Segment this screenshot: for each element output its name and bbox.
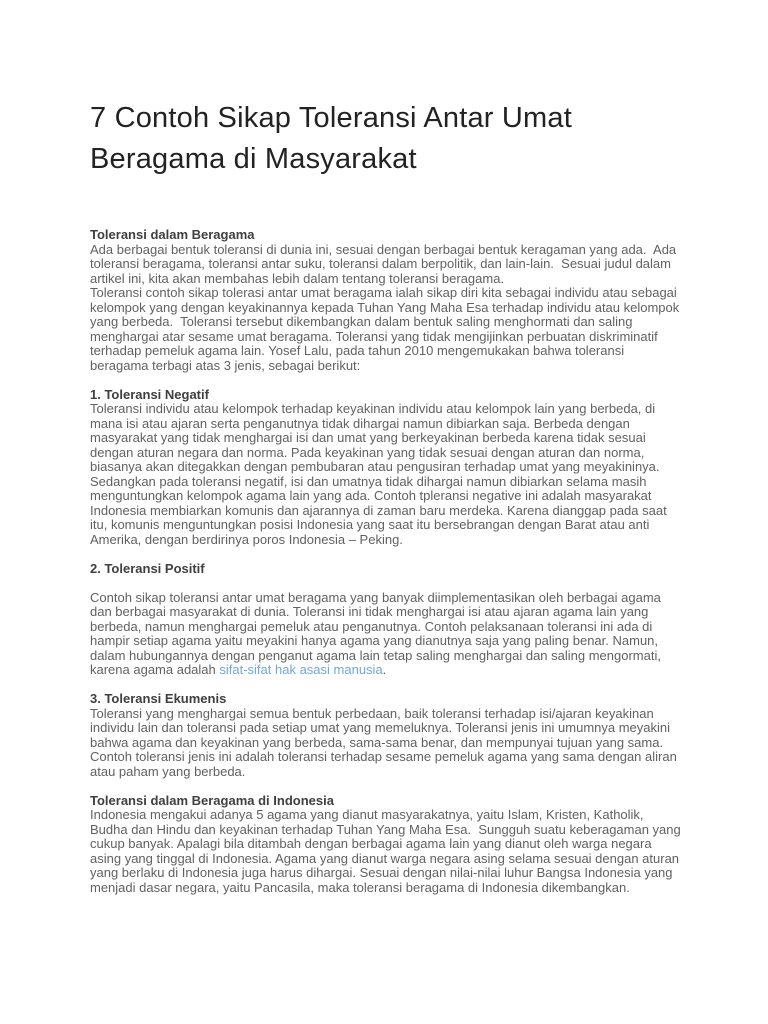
section-toleransi-dalam-beragama (90, 228, 684, 373)
paragraph-text-before-link: Contoh sikap toleransi antar umat beragama yang banyak diimplementasikan oleh berbagai agama dan berbagai masyarakat di dunia. Toleransi ini tidak menghargai isi atau ajaran agama lain yang berbeda, namun menghargai pemeluk atau penganutnya. Contoh pelaksanaan toleransi ini ada di hampir setiap agama yaitu meyakini hanya agama yang dianutnya saja yang paling benar. Namun, dalam hubungannya dengan penganut agama lain tetap saling menghargai dan saling mengormati, karena agama adalah (90, 589, 665, 677)
section-heading: 3. Toleransi Ekumenis (90, 691, 227, 706)
document-title (90, 98, 684, 180)
paragraph: Ada berbagai bentuk toleransi di dunia ini, sesuai dengan berbagai bentuk keragaman yang ada. Ada toleransi beragama, toleransi antar suku, toleransi dalam berpolitik, dan lain-lain. Sesuai judul dalam artikel ini, kita akan membahas lebih dalam tentang toleransi beragama. (90, 241, 680, 286)
section-toleransi-negatif (90, 388, 684, 548)
section-heading: 1. Toleransi Negatif (90, 386, 209, 402)
document-page (90, 98, 684, 895)
section-heading: Toleransi dalam Beragama di Indonesia (90, 792, 334, 808)
section-heading: Toleransi dalam Beragama (90, 227, 255, 242)
paragraph: Toleransi yang menghargai semua bentuk perbedaan, baik toleransi terhadap isi/ajaran keyakinan individu lain dan toleransi pada setiap umat yang memeluknya. Toleransi jenis ini umumnya meyakini bahwa agama dan keyakinan yang berbeda, sama-sama benar, dan mempunyai tujuan yang sama. Contoh toleransi jenis ini adalah toleransi terhadap sesame pemeluk agama yang sama dengan aliran atau paham yang berbeda. (90, 705, 681, 779)
hak-asasi-manusia-link[interactable]: sifat-sifat hak asasi manusia (219, 662, 383, 677)
section-toleransi-dalam-beragama-di-indonesia (90, 794, 684, 896)
paragraph-text-after-link: . (382, 662, 387, 677)
section-heading: 2. Toleransi Positif (90, 560, 205, 576)
paragraph: Toleransi contoh sikap tolerasi antar umat beragama ialah sikap diri kita sebagai individu atau sebagai kelompok yang dengan keyakinannya kepada Tuhan Yang Maha Esa terhadap individu atau kelompok yang berbeda. Toleransi tersebut dikembangkan dalam bentuk saling menghormati dan saling menghargai atar sesame umat beragama. Toleransi yang tidak mengijinkan perbuatan diskriminatif terhadap pemeluk agama lain. Yosef Lalu, pada tahun 2010 mengemukakan bahwa toleransi beragama terbagi atas 3 jenis, sebagai berikut: (90, 285, 683, 373)
paragraph-with-link (90, 591, 684, 678)
section-toleransi-positif (90, 562, 684, 678)
paragraph: Indonesia mengakui adanya 5 agama yang dianut masyarakatnya, yaitu Islam, Kristen, Katholik, Budha dan Hindu dan keyakinan terhadap Tuhan Yang Maha Esa. Sungguh suatu keberagaman yang cukup banyak. Apalagi bila ditambah dengan berbagai agama lain yang dianut oleh warga negara asing yang tinggal di Indonesia. Agama yang dianut warga negara asing selama sesuai dengan aturan yang berlaku di Indonesia juga harus dihargai. Sesuai dengan nilai-nilai luhur Bangsa Indonesia yang menjadi dasar negara, yaitu Pancasila, maka toleransi beragama di Indonesia dikembangkan. (90, 807, 685, 895)
document-title-line-1: 7 Contoh Sikap Toleransi Antar Umat (90, 102, 573, 134)
paragraph: Toleransi individu atau kelompok terhadap keyakinan individu atau kelompok lain yang berbeda, di mana isi atau ajaran serta penganutnya tidak dihargai namun dibiarkan saja. Berbeda dengan masyarakat yang tidak menghargai isi dan umat yang berkeyakinan berbeda karena tidak sesuai dengan aturan negara dan norma. Pada keyakinan yang tidak sesuai dengan aturan dan norma, biasanya akan ditegakkan dengan pembubaran atau pengusiran terhadap umat yang meyakininya. Sedangkan pada toleransi negatif, isi dan umatnya tidak dihargai namun dibiarkan selama masih menguntungkan kelompok agama lain yang ada. Contoh tpleransi negative ini adalah masyarakat Indonesia membiarkan komunis dan ajarannya di zaman baru merdeka. Karena dianggap pada saat itu, komunis menguntungkan posisi Indonesia yang saat itu bersebrangan dengan Barat atau anti Amerika, dengan berdirinya poros Indonesia – Peking. (90, 401, 671, 547)
section-toleransi-ekumenis (90, 692, 684, 779)
document-title-line-2: Beragama di Masyarakat (90, 143, 417, 175)
